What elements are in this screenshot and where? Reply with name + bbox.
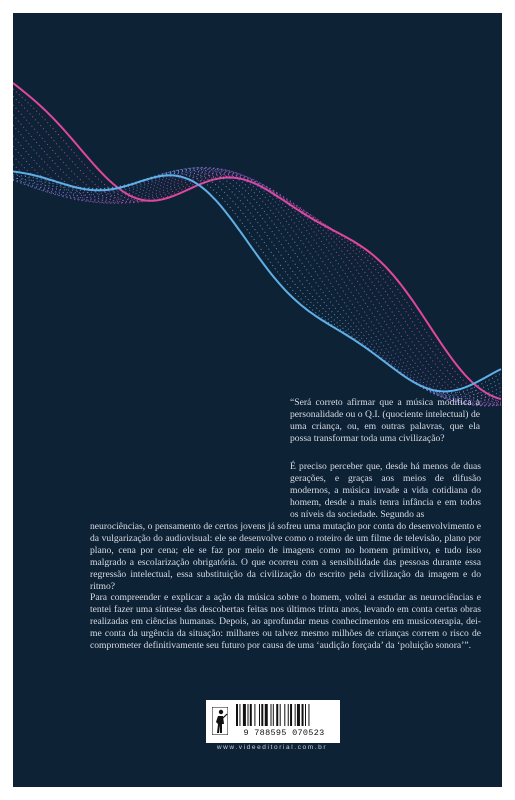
barcode-bar	[290, 704, 292, 726]
publisher-logo-icon	[212, 707, 228, 735]
barcode-bar	[297, 704, 300, 726]
blurb-paragraph-1: “Será correto afirmar que a música modifica a personalidade ou o Q.I. (quociente intelectual) de uma criança, ou, em outras palavras, que ela possa transformar toda uma civilização?	[290, 397, 480, 445]
barcode-bar	[288, 704, 289, 726]
wave-line	[13, 167, 501, 403]
barcode-bar	[271, 704, 272, 726]
wave-line	[13, 169, 501, 399]
wave-line	[13, 115, 501, 405]
barcode-bar	[250, 704, 252, 726]
isbn-number: 9 788595 070523	[243, 728, 325, 738]
barcode-bar	[239, 704, 240, 726]
barcode-bar	[295, 704, 296, 726]
barcode-bar	[265, 704, 268, 726]
wave-line	[13, 168, 501, 401]
barcode-bar	[259, 704, 260, 726]
back-cover	[13, 13, 502, 787]
wave-line	[13, 172, 501, 392]
wave-line	[13, 173, 501, 393]
wave-line	[13, 156, 501, 406]
blurb-paragraph-3: neurociências, o pensamento de certos jovens já sofreu uma mutação por conta do desenvolvimento e da vulgarização do audiovisual: ele se desenvolve como o roteiro de um filme de televisão, plano por plano, cena por cena; ele se faz por meio de imagens como no homem primitivo, e tudo isso malgrado a escolarização obrigatória. O que ocorreu com a sensibilidade das pessoas durante essa regressão intelectual, essa substituição da civilização do escrito pela civilização da imagem e do ritmo?	[90, 521, 481, 593]
barcode-bar	[302, 704, 304, 726]
barcode-bar	[280, 704, 281, 726]
isbn-barcode-block	[206, 700, 340, 743]
publisher-url: www.videeditorial.com.br	[216, 744, 328, 751]
barcode-bar	[254, 704, 255, 726]
blurb-paragraph-4: Para compreender e explicar a ação da música sobre o homem, voltei a estudar as neurociências e tentei fazer uma síntese das descobertas feitas nos últimos trinta anos, levando em conta certas obras realizadas em ciências humanas. Depois, ao aprofundar meus conhecimentos em musicoterapia, dei-me conta da urgência da situação: milhares ou talvez mesmo milhões de crianças correm o risco de comprometer definitivamente seu futuro por causa de uma ‘audição forçada’ da ‘poluição sonora’”.	[90, 592, 481, 652]
barcode-bar	[276, 704, 278, 726]
wave-line	[13, 170, 501, 397]
barcode-icon	[234, 704, 334, 726]
wave-line	[13, 172, 501, 396]
barcode-bar	[273, 704, 274, 726]
wave-line	[13, 164, 501, 405]
barcode-bar	[308, 704, 309, 726]
wave-line	[13, 125, 501, 406]
sound-wave-illustration	[13, 13, 502, 413]
barcode-bar	[284, 704, 285, 726]
wave-line	[13, 96, 501, 403]
wave-line	[13, 83, 501, 399]
barcode-bar	[236, 704, 238, 726]
barcode-bar	[261, 704, 263, 726]
barcode-bar	[243, 704, 246, 726]
barcode-bar	[248, 704, 249, 726]
barcode-bar	[305, 704, 306, 726]
blurb-paragraph-2: É preciso perceber que, desde há menos de duas gerações, e graças aos meios de difusão modernos, a música invade a vida cotidiana do homem, desde a mais tenra infância e em todos os níveis da sociedade. Segundo as	[290, 461, 481, 521]
